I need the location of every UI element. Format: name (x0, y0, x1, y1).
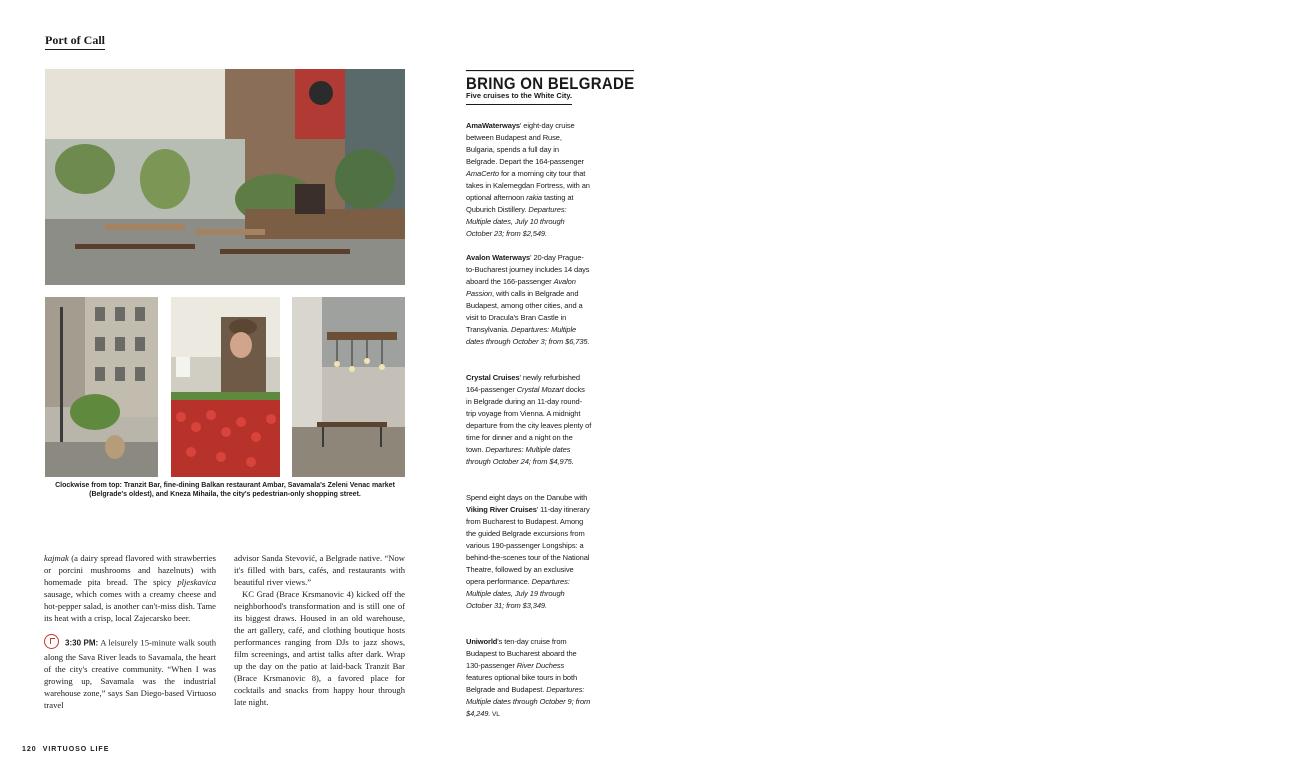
text-span: ' 20-day Prague-to-Bucharest journey includes 14 days aboard the 166-passenger (466, 253, 590, 286)
text-span: Spend eight days on the Danube with (466, 493, 588, 502)
cruise-entry-uniworld (466, 636, 592, 721)
cruise-text (466, 636, 592, 721)
photo-caption: Clockwise from top: Tranzit Bar, fine-dining Balkan restaurant Ambar, Savamala's Zeleni Venac market (Belgrade's oldest), and Kneza Mihaila, the city's pedestrian-only shopping street. (55, 482, 395, 498)
text-span: , with calls in Belgrade and Budapest, among other cities, and a visit to Dracula's Bran Castle in Transylvania. (466, 289, 583, 334)
restaurant-photo (292, 297, 405, 477)
departure-info: Departures: Multiple dates, July 10 through October 23; from $2,549. (466, 205, 567, 238)
cruise-entry-viking (466, 492, 592, 612)
departure-info: Departures: Multiple dates through October 3; from $6,735. (466, 325, 590, 346)
cruise-line-name: Viking River Cruises (466, 505, 537, 514)
cruise-entry-amawaterways (466, 120, 592, 240)
text-span: for a morning city tour that takes in Kalemegdan Fortress, with an optional afternoon (466, 169, 590, 202)
rakia-term: rakia (526, 193, 542, 202)
time-label: 3:30 PM: (65, 638, 99, 648)
cruise-line-name: Crystal Cruises (466, 373, 520, 382)
sidebar-subtitle: Five cruises to the White City. (466, 91, 572, 105)
text-span: (a dairy spread flavored with strawberries or porcini mushrooms and hazelnuts) with homemade pita bread. The spicy (44, 553, 216, 587)
cruise-entry-avalon (466, 252, 592, 348)
cruise-text (466, 120, 592, 240)
text-span: ' newly refurbished 164-passenger (466, 373, 580, 394)
text-span: ' 11-day itinerary from Bucharest to Budapest. Among the guided Belgrade excursions from various 190-passenger Longships: a behind-the-scenes tour of the National Theatre, followed by an exclusive opera performance. (466, 505, 590, 586)
ship-name: AmaCerto (466, 169, 499, 178)
text-span: ' eight-day cruise between Budapest and Ruse, Bulgaria, spends a full day in Belgrade. Depart the 164-passenger (466, 121, 584, 166)
text-span: sausage, which comes with a creamy cheese and hot-pepper salad, is another can't-miss dish. Tame its heat with a crisp, local Zajecarsko beer. (44, 589, 216, 623)
article-paragraph: advisor Sanda Stevović, a Belgrade native. “Now it's filled with bars, cafés, and restaurants with beautiful river views.” (234, 553, 405, 587)
cruise-line-name: Uniworld (466, 637, 498, 646)
departure-info: Departures: Multiple dates through October 9; from $4,249. (466, 685, 591, 718)
main-photo (45, 69, 405, 285)
pljeskavica-term: pljeskavica (177, 577, 216, 587)
text-span: A leisurely 15-minute walk south along the Sava River leads to Savamala, the heart of the city's creative community. “When I was growing up, Savamala was the industrial warehouse zone,” says San Diego-based Virtuoso travel (44, 637, 216, 710)
folio (22, 746, 109, 753)
text-span: docks in Belgrade during an 11-day round-trip voyage from Vienna. A midnight departure from the city leaves plenty of time for dinner and a night on the town. (466, 385, 592, 454)
article-paragraph (44, 636, 216, 711)
page-number: 120 (22, 746, 37, 753)
cruise-text (466, 252, 592, 348)
cruise-line-name: AmaWaterways (466, 121, 520, 130)
article-paragraph: KC Grad (Brace Krsmanovic 4) kicked off the neighborhood's transformation and is still one of its biggest draws. Housed in an old warehouse, the art gallery, café, and clothing boutique hosts performances ranging from DJs to jazz shows, film screenings, and artist talks after dark. Wrap up the day on the patio at laid-back Tranzit Bar (Brace Krsmanovic 8), a favored place for cocktails and snacks from happy hour through late night. (234, 589, 405, 707)
ship-name: River Duchess (516, 661, 565, 670)
kajmak-term: kajmak (44, 553, 69, 563)
cruise-text (466, 372, 592, 468)
text-span: 's ten-day cruise from Budapest to Bucharest aboard the 130-passenger (466, 637, 577, 670)
section-title: Port of Call (45, 33, 105, 50)
ship-name: Avalon Passion (466, 277, 576, 298)
article-column-2 (234, 552, 405, 708)
cruise-entry-crystal (466, 372, 592, 468)
article-column-1 (44, 552, 216, 711)
text-span: tasting at Quburich Distillery. (466, 193, 574, 214)
clock-icon (44, 634, 59, 649)
article-paragraph (44, 552, 216, 624)
departure-info: Departures: Multiple dates, July 19 through October 31; from $3,349. (466, 577, 570, 610)
cruise-line-name: Avalon Waterways (466, 253, 531, 262)
market-photo (171, 297, 280, 477)
street-photo (45, 297, 158, 477)
end-mark: VL (490, 711, 500, 718)
cruise-text (466, 492, 592, 612)
sidebar-title: BRING ON BELGRADE (466, 70, 634, 94)
magazine-name: VIRTUOSO LIFE (42, 746, 110, 753)
ship-name: Crystal Mozart (516, 385, 564, 394)
text-span: features optional bike tours in both Belgrade and Budapest. (466, 673, 578, 694)
departure-info: Departures: Multiple dates through October 24; from $4,975. (466, 445, 574, 466)
